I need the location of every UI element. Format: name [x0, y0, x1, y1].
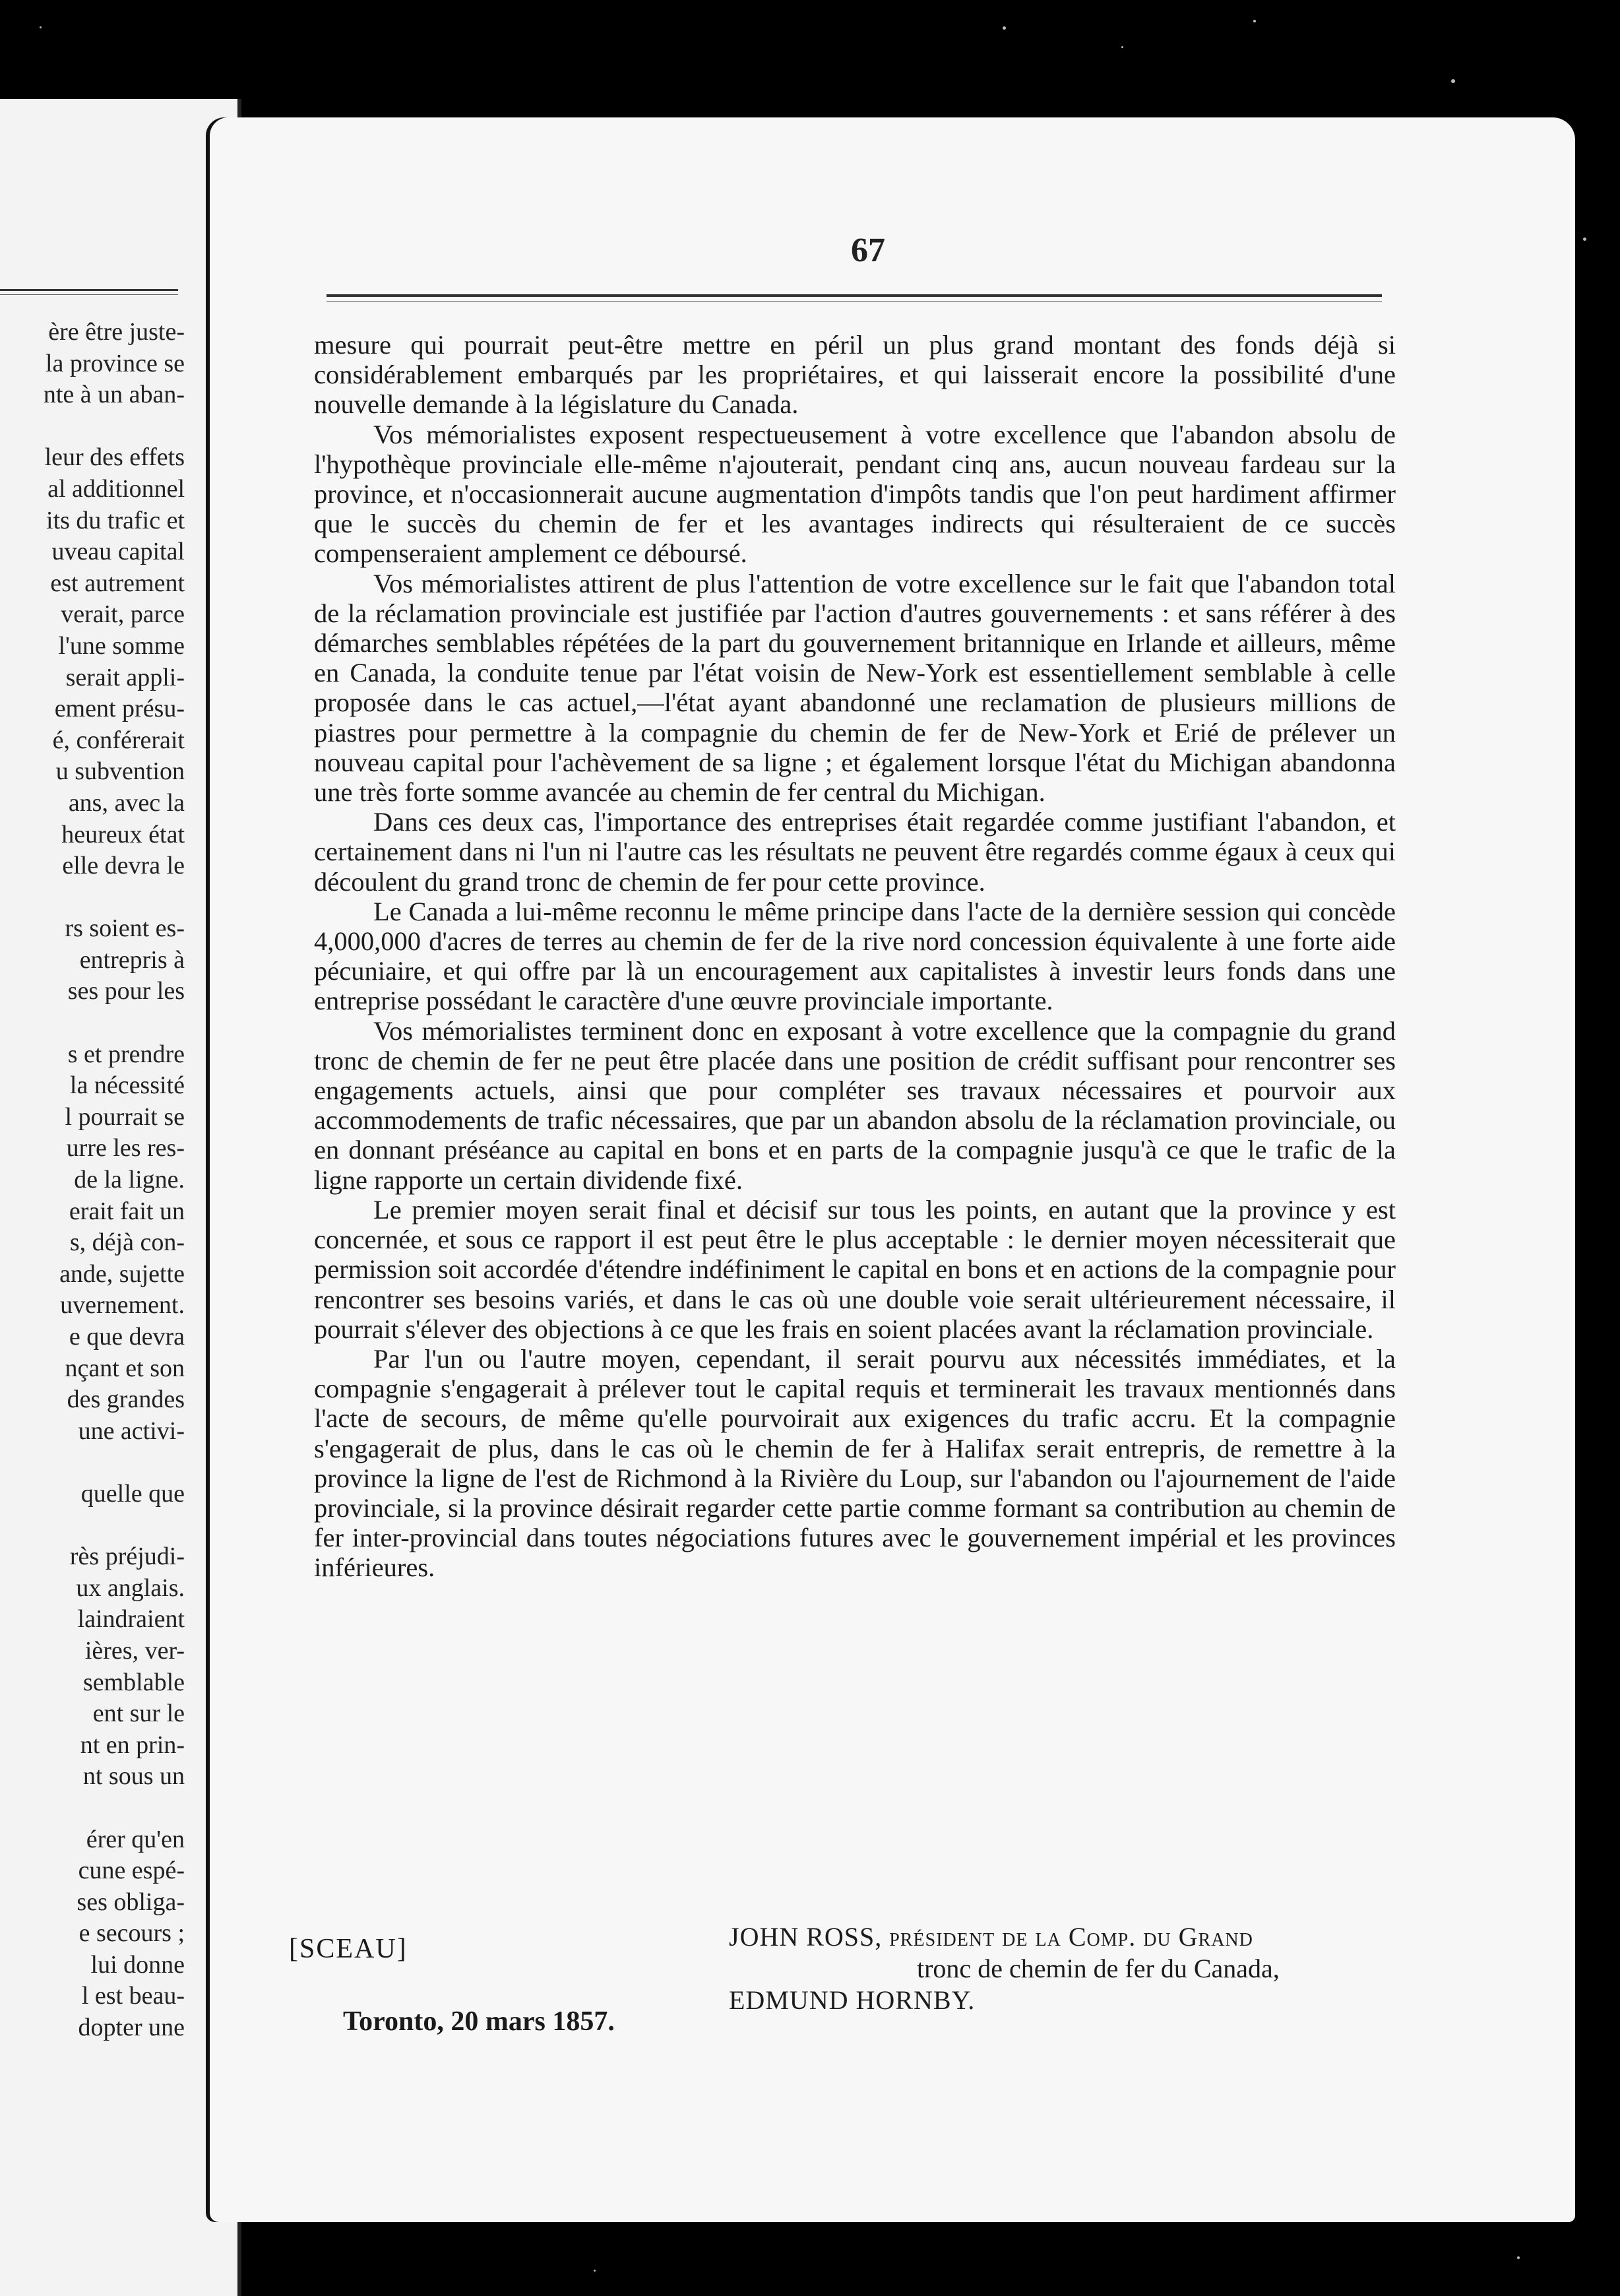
- page-number: 67: [851, 232, 885, 269]
- left-page-line: serait appli-: [65, 663, 185, 691]
- left-page-line: lui donne: [90, 1950, 185, 1979]
- paragraph: Vos mémorialistes terminent donc en exposant à votre excellence que la compagnie du grand tronc de chemin de fer ne peut être placée dans une position de crédit suffisant pour rencontrer ses engagements actuels, ainsi que pour compléter ses travaux nécessaires et pourvoir aux accommodements de trafic nécessaires, que par un abandon absolu de la réclamation provinciale, ou en donnant préséance au capital en bons et en parts de la compagnie jusqu'à ce que le trafic de la ligne rapporte un certain dividende fixé.: [314, 1015, 1396, 1195]
- left-page-line: nte à un aban-: [43, 381, 185, 409]
- left-page-line: ières, ver-: [84, 1636, 185, 1665]
- left-page-line: its du trafic et: [46, 506, 185, 534]
- left-page-line: [0, 1007, 185, 1039]
- left-header-rule: [0, 289, 178, 291]
- left-page-line: é, conférerait: [52, 726, 185, 754]
- left-page-line: verait, parce: [61, 600, 185, 629]
- left-page-line: est autrement: [50, 569, 185, 597]
- left-page-line: [0, 882, 185, 914]
- body-text: [314, 330, 1396, 1583]
- left-page-line: quelle que: [80, 1479, 185, 1508]
- left-page-line: e secours ;: [78, 1919, 185, 1948]
- left-page-line: ux anglais.: [76, 1574, 185, 1602]
- left-page-line: l pourrait se: [65, 1102, 185, 1131]
- left-page-line: heureux état: [61, 820, 185, 848]
- paragraph: mesure qui pourrait peut-être mettre en péril un plus grand montant des fonds déjà si considérablement embarqués par les propriétaires, et qui laisserait encore la possibilité d'une nouvelle demande à la législature du Canada.: [314, 330, 1396, 420]
- left-page-line: s et prendre: [67, 1040, 185, 1068]
- left-page-line: la nécessité: [69, 1071, 185, 1100]
- left-page-line: ement présu-: [54, 695, 185, 723]
- signature-line-1: JOHN ROSS, président de la Comp. du Grand: [729, 1922, 1253, 1952]
- left-page-line: rs soient es-: [65, 914, 185, 943]
- header-rule: [327, 294, 1382, 297]
- left-page-line: uveau capital: [51, 538, 185, 566]
- left-page-line: [0, 1447, 185, 1479]
- left-page-line: [0, 411, 185, 443]
- left-page-text: [0, 317, 185, 2044]
- left-page-line: l est beau-: [81, 1982, 185, 2010]
- left-page-line: érer qu'en: [86, 1825, 185, 1853]
- left-page-line: ère être juste-: [48, 318, 185, 346]
- left-page-line: nt en prin-: [80, 1731, 185, 1759]
- header-rule-thin: [327, 301, 1382, 302]
- left-page-line: dopter une: [78, 2014, 185, 2042]
- left-page-line: entrepris à: [79, 945, 185, 974]
- paragraph: Dans ces deux cas, l'importance des entreprises était regardée comme justifiant l'abandon, et certainement dans ni l'un ni l'autre cas les résultats ne peuvent être regardés comme égaux à ceux qui découlent du grand tronc de chemin de fer pour cette province.: [314, 807, 1396, 897]
- left-page-line: nt sous un: [82, 1762, 185, 1791]
- left-page-line: ans, avec la: [68, 788, 185, 817]
- paragraph: Le premier moyen serait final et décisif sur tous les points, en autant que la province y est concernée, et sous ce rapport il est peut être le plus acceptable : le dernier moyen nécessiterait que permission soit accordée d'étendre indéfiniment le capital en bons et en actions de la compagnie pour rencontrer ses besoins variés, et dans le cas où une double voie serait ultérieurement nécessaire, il pourrait s'élever des objections à ce que les frais en soient placées avant la réclamation provinciale.: [314, 1194, 1396, 1344]
- paragraph: Vos mémorialistes attirent de plus l'attention de votre excellence sur le fait que l'abandon total de la réclamation provinciale est justifiée par l'action d'autres gouvernements : et sans référer à des démarches semblables répétées de la part du gouvernement britannique en Irlande et ailleurs, même en Canada, la conduite tenue par l'état voisin de New-York est essentiellement semblable à celle proposée dans le cas actuel,—l'état ayant abandonné une reclamation de plusieurs millions de piastres pour permettre à la compagnie du chemin de fer de New-York et Erié de prélever un nouveau capital pour l'achèvement de sa ligne ; et également lorsque l'état du Michigan abandonna une très forte somme avancée au chemin de fer central du Michigan.: [314, 568, 1396, 808]
- left-page-line: al additionnel: [47, 474, 185, 503]
- left-page-line: u subvention: [55, 757, 185, 786]
- scan-speck: [1517, 2256, 1520, 2259]
- seal-mark: [SCEAU]: [289, 1934, 408, 1964]
- left-page-line: ande, sujette: [59, 1260, 185, 1288]
- left-page-line: [0, 1510, 185, 1542]
- left-page-line: de la ligne.: [74, 1166, 185, 1194]
- left-page-line: des grandes: [67, 1386, 185, 1414]
- left-page-line: ses obliga-: [77, 1888, 185, 1916]
- scan-speck: [1451, 79, 1455, 83]
- left-page-line: rès préjudi-: [69, 1543, 185, 1571]
- signature-line-3: EDMUND HORNBY.: [729, 1985, 976, 2015]
- left-page-line: erait fait un: [69, 1197, 185, 1225]
- paragraph: Par l'un ou l'autre moyen, cependant, il serait pourvu aux nécessités immédiates, et la compagnie s'engagerait à prélever tout le capital requis et terminerait les travaux mentionnés dans l'acte de secours, de même qu'elle pourvoirait aux exigences du trafic accru. Et la compagnie s'engagerait de plus, dans le cas où le chemin de fer à Halifax serait entrepris, de remettre à la province la ligne de l'est de Richmond à la Rivière du Loup, sur l'abandon ou l'ajournement de l'aide provinciale, si la province désirait regarder cette partie comme formant sa contribution au chemin de fer inter-provincial dans toutes négociations futures avec le gouvernement impérial et les provinces inférieures.: [314, 1343, 1396, 1583]
- left-page-line: la province se: [45, 349, 185, 377]
- scan-speck: [1003, 26, 1006, 30]
- paragraph: Vos mémorialistes exposent respectueusement à votre excellence que l'abandon absolu de l'hypothèque provinciale elle-même n'ajouterait, pendant cinq ans, aucun nouveau fardeau sur la province, et n'occasionnerait aucune augmentation d'impôts tandis que l'on peut hardiment affirmer que le succès du chemin de fer et les avantages indirects qui résulteraient de ce succès compenseraient amplement ce déboursé.: [314, 419, 1396, 569]
- left-header-rule-thin: [0, 294, 178, 295]
- scan-speck: [40, 26, 42, 28]
- left-page-line: elle devra le: [62, 852, 185, 880]
- scan-speck: [1583, 238, 1586, 241]
- left-page-line: ent sur le: [92, 1700, 185, 1728]
- left-page-line: l'une somme: [58, 631, 185, 660]
- left-page-line: urre les res-: [66, 1134, 185, 1163]
- left-page-line: nçant et son: [65, 1354, 185, 1382]
- left-facing-page: [0, 99, 241, 2296]
- left-page-line: ses pour les: [67, 977, 185, 1005]
- left-page-line: e que devra: [69, 1323, 185, 1351]
- scan-speck: [594, 2270, 596, 2272]
- paragraph: Le Canada a lui-même reconnu le même principe dans l'acte de la dernière session qui concède 4,000,000 d'acres de terres au chemin de fer de la rive nord concession équivalente à une forte aide pécuniaire, et qui offre par là un encouragement aux capitalistes à investir leurs fonds dans une entreprise possédant le caractère d'une œuvre provinciale importante.: [314, 896, 1396, 1016]
- place-and-date: Toronto, 20 mars 1857.: [343, 2006, 615, 2037]
- signature-line-2: tronc de chemin de fer du Canada,: [917, 1954, 1280, 1983]
- left-page-line: une activi-: [78, 1417, 185, 1445]
- left-page-line: semblable: [82, 1668, 185, 1696]
- left-page-line: laindraient: [77, 1605, 185, 1634]
- left-page-line: s, déjà con-: [69, 1228, 185, 1257]
- left-page-line: [0, 1793, 185, 1824]
- left-page-line: cune espé-: [78, 1857, 185, 1885]
- left-page-line: leur des effets: [44, 443, 185, 472]
- left-page-line: uvernement.: [60, 1291, 185, 1320]
- scan-speck: [1253, 20, 1256, 22]
- scan-speck: [1121, 46, 1123, 48]
